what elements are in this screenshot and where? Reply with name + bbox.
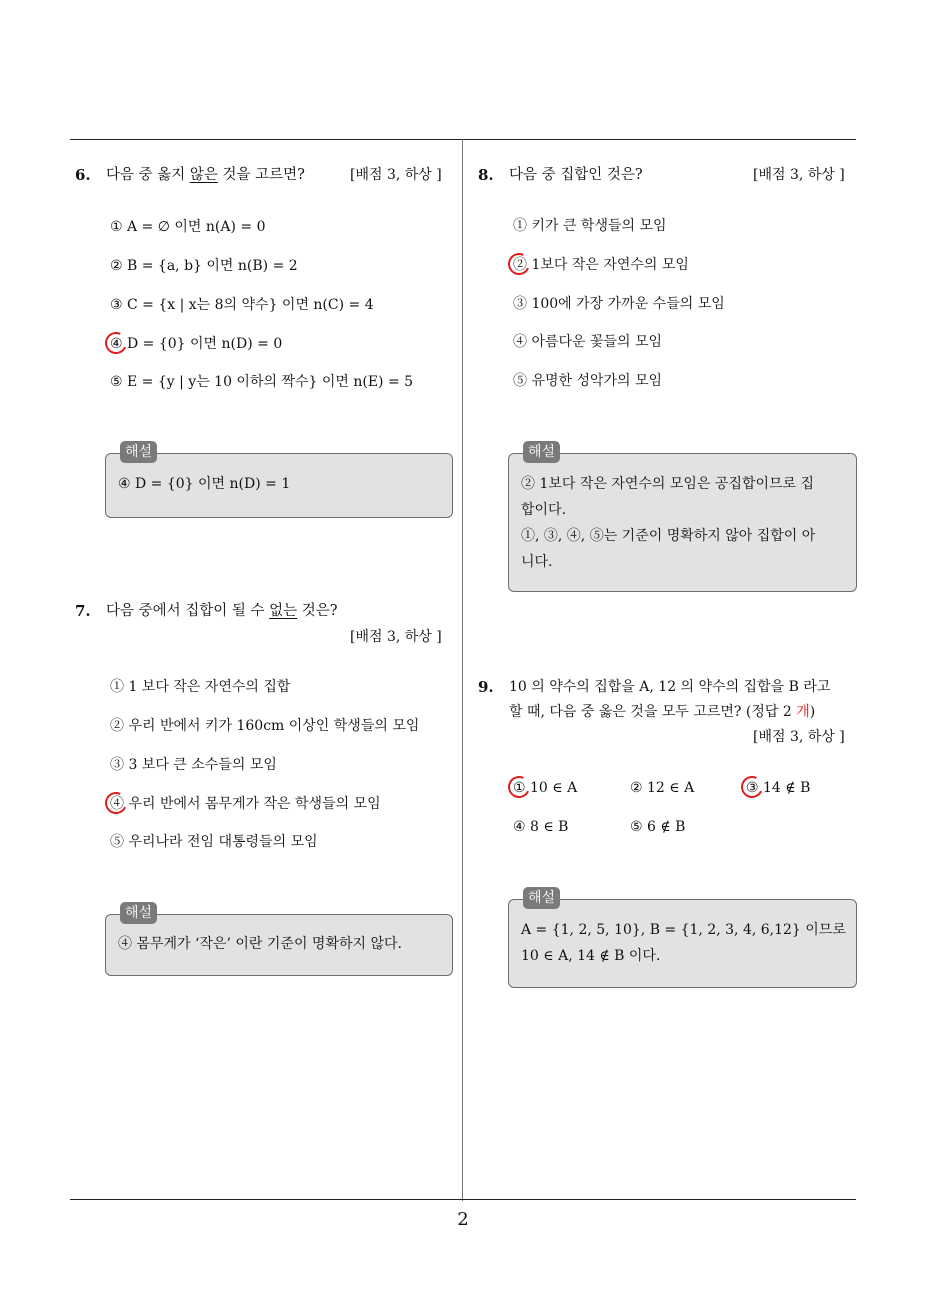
- choice-1[interactable]: ① 1 보다 작은 자연수의 집합: [110, 679, 291, 695]
- choice-2[interactable]: ② 우리 반에서 키가 160cm 이상인 학생들의 모임: [110, 718, 420, 734]
- question-text-suffix: 것은?: [297, 603, 338, 619]
- solution-text: ④ 몸무게가 ‘작은’ 이란 기준이 명확하지 않다.: [118, 936, 402, 952]
- choice-5[interactable]: ⑤ E = {y | y는 10 이하의 짝수} 이면 n(E) = 5: [110, 374, 414, 390]
- choice-1[interactable]: ① 10 ∈ A: [513, 780, 578, 796]
- solution-box: [508, 890, 857, 988]
- question-number: 8.: [478, 166, 494, 184]
- solution-box: [105, 444, 453, 518]
- score-label: [배점 3, 하상 ]: [350, 167, 442, 183]
- choice-5[interactable]: ⑤ 우리나라 전임 대통령들의 모임: [110, 834, 318, 850]
- choice-4[interactable]: ④ 8 ∈ B: [513, 819, 569, 835]
- question-text-prefix: 다음 중 옳지: [106, 167, 190, 183]
- choice-3[interactable]: ③ 14 ∉ B: [746, 780, 811, 796]
- question-text-suffix: 것을 고르면?: [217, 167, 305, 183]
- choice-4[interactable]: ④ D = {0} 이면 n(D) = 0: [110, 336, 283, 352]
- question-number: 9.: [478, 678, 494, 696]
- question-text-underlined: 없는: [269, 603, 298, 619]
- solution-line: 10 ∈ A, 14 ∉ B 이다.: [521, 948, 661, 964]
- answer-count-highlight: 개: [796, 704, 810, 720]
- question-text: 다음 중 집합인 것은?: [509, 167, 643, 183]
- question-text: [106, 162, 305, 188]
- choice-2[interactable]: ② B = {a, b} 이면 n(B) = 2: [110, 258, 298, 274]
- choice-1[interactable]: ① A = ∅ 이면 n(A) = 0: [110, 219, 266, 235]
- solution-box: [105, 905, 453, 976]
- solution-line: 합이다.: [521, 502, 567, 518]
- column-divider: [462, 139, 463, 1201]
- choice-5[interactable]: ⑤ 6 ∉ B: [630, 819, 686, 835]
- solution-tag: 해설: [120, 902, 157, 924]
- page-number: 2: [457, 1209, 469, 1230]
- question-text-suffix: ): [809, 704, 816, 720]
- solution-box: [508, 444, 857, 592]
- choice-3[interactable]: ③ C = {x | x는 8의 약수} 이면 n(C) = 4: [110, 297, 374, 313]
- question-number: 7.: [75, 602, 91, 620]
- solution-tag: 해설: [523, 887, 560, 909]
- choice-3[interactable]: ③ 3 보다 큰 소수들의 모임: [110, 757, 277, 773]
- score-label: [배점 3, 하상 ]: [753, 729, 845, 745]
- question-number: 6.: [75, 166, 91, 184]
- choice-2[interactable]: ② 12 ∈ A: [630, 780, 695, 796]
- solution-tag: 해설: [120, 441, 157, 463]
- choice-2[interactable]: ② 1보다 작은 자연수의 모임: [513, 257, 689, 273]
- question-text-line-1: 10 의 약수의 집합을 A, 12 의 약수의 집합을 B 라고: [509, 679, 831, 695]
- bottom-rule: [70, 1199, 856, 1200]
- top-rule: [70, 139, 856, 140]
- question-text: [106, 598, 338, 624]
- question-text-line-2: [509, 699, 815, 725]
- choice-3[interactable]: ③ 100에 가장 가까운 수들의 모임: [513, 296, 725, 312]
- question-text-prefix: 할 때, 다음 중 옳은 것을 모두 고르면? (정답 2: [509, 704, 797, 720]
- choice-4[interactable]: ④ 아름다운 꽃들의 모임: [513, 334, 663, 350]
- score-label: [배점 3, 하상 ]: [753, 167, 845, 183]
- solution-text: ④ D = {0} 이면 n(D) = 1: [118, 476, 291, 492]
- solution-line: A = {1, 2, 5, 10}, B = {1, 2, 3, 4, 6,12} 이므로: [521, 922, 846, 938]
- question-text-prefix: 다음 중에서 집합이 될 수: [106, 603, 270, 619]
- choice-5[interactable]: ⑤ 유명한 성악가의 모임: [513, 373, 663, 389]
- choice-4[interactable]: ④ 우리 반에서 몸무게가 작은 학생들의 모임: [110, 796, 381, 812]
- solution-line: 니다.: [521, 554, 553, 570]
- question-text-underlined: 않은: [189, 167, 218, 183]
- solution-tag: 해설: [523, 441, 560, 463]
- solution-line: ①, ③, ④, ⑤는 기준이 명확하지 않아 집합이 아: [521, 528, 816, 544]
- score-label: [배점 3, 하상 ]: [350, 629, 442, 645]
- solution-line: ② 1보다 작은 자연수의 모임은 공집합이므로 집: [521, 476, 815, 492]
- solution-text: [521, 917, 846, 969]
- solution-text: [521, 471, 846, 575]
- choice-1[interactable]: ① 키가 큰 학생들의 모임: [513, 218, 667, 234]
